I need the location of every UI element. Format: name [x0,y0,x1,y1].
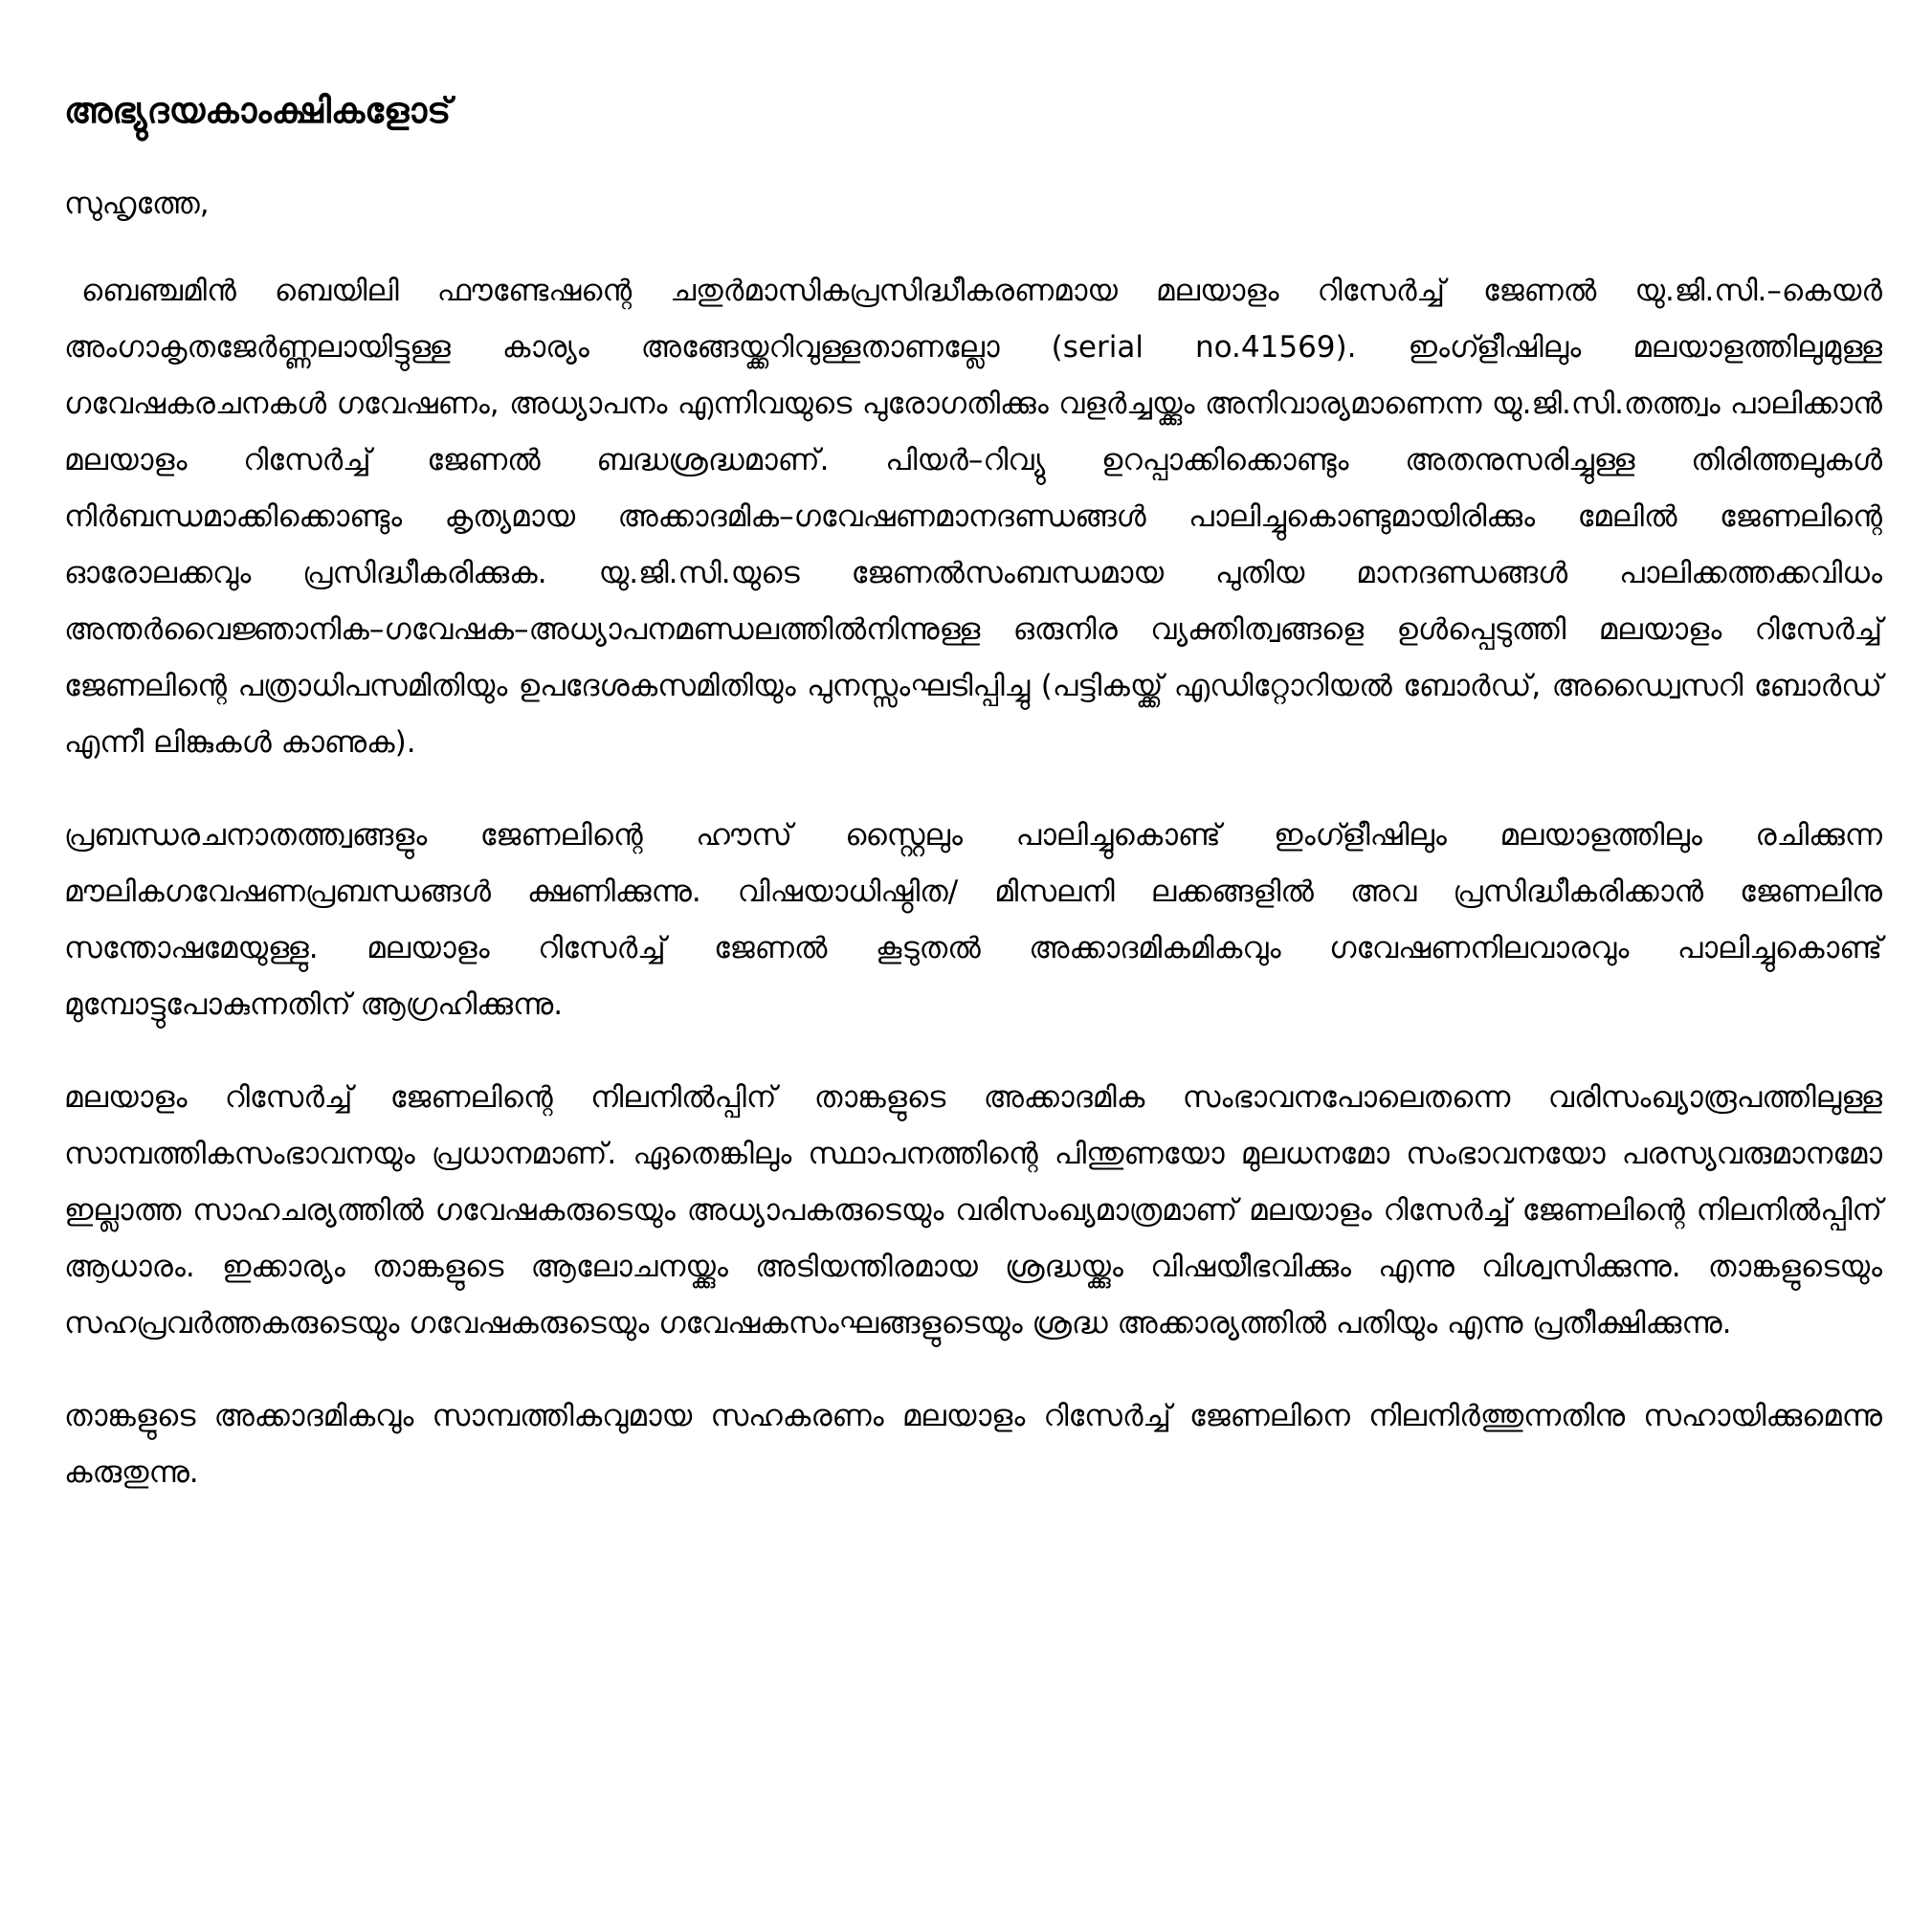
salutation: സുഹൃത്തേ, [64,186,210,221]
paragraph-call-for-papers: പ്രബന്ധരചനാതത്ത്വങ്ങളും ജേണലിന്റെ ഹൗസ് സ്റ്റൈലും പാലിച്ചുകൊണ്ട് ഇംഗ്ളീഷിലും മലയാളത്തിലും രചിക്കുന്ന മൗലികഗവേഷണപ്രബന്ധങ്ങൾ ക്ഷണിക്കുന്നു. വിഷയാധിഷ്ഠിത/ മിസലനി ലക്കങ്ങളിൽ അവ പ്രസിദ്ധീകരിക്കാൻ ജേണലിനു സന്തോഷമേയുള്ളു. മലയാളം റിസേർച്ച് ജേണൽ കൂടുതൽ അക്കാദമികമികവും ഗവേഷണനിലവാരവും പാലിച്ചുകൊണ്ട് മുമ്പോട്ടുപോകുന്നതിന് ആഗ്രഹിക്കുന്നു. [64,818,1882,1023]
letter-page [64,86,1882,1538]
paragraph-closing: താങ്കളുടെ അക്കാദമികവും സാമ്പത്തികവുമായ സഹകരണം മലയാളം റിസേർച്ച് ജേണലിനെ നിലനിർത്തുന്നതിനു സഹായിക്കുമെന്നു കരുതുന്നു. [64,1399,1882,1491]
paragraph-journal-intro: ബെഞ്ചമിൻ ബെയിലി ഫൗണ്ടേഷന്റെ ചതുർമാസികപ്രസിദ്ധീകരണമായ മലയാളം റിസേർച്ച് ജേണൽ യു.ജി.സി.–കെയർ അംഗാകൃതജേർണ്ണലായിട്ടുള്ള കാര്യം അങ്ങേയ്ക്കറിവുള്ളതാണല്ലോ (serial no.41569). ഇംഗ്ളീഷിലും മലയാളത്തിലുമുള്ള ഗവേഷകരചനകൾ ഗവേഷണം, അധ്യാപനം എന്നിവയുടെ പുരോഗതിക്കും വളർച്ചയ്ക്കും അനിവാര്യമാണെന്ന യു.ജി.സി.തത്ത്വം പാലിക്കാൻ മലയാളം റിസേർച്ച് ജേണൽ ബദ്ധശ്രദ്ധമാണ്. പിയർ–റിവ്യു ഉറപ്പാക്കിക്കൊണ്ടും അതനുസരിച്ചുള്ള തിരിത്തലുകൾ നിർബന്ധമാക്കിക്കൊണ്ടും കൃത്യമായ അക്കാദമിക–ഗവേഷണമാനദണ്ഡങ്ങൾ പാലിച്ചുകൊണ്ടുമായിരിക്കും മേലിൽ ജേണലിന്റെ ഓരോലക്കവും പ്രസിദ്ധീകരിക്കുക. യു.ജി.സി.യുടെ ജേണൽസംബന്ധമായ പുതിയ മാനദണ്ഡങ്ങൾ പാലിക്കത്തക്കവിധം അന്തർവൈജ്ഞാനിക–ഗവേഷക–അധ്യാപനമണ്ഡലത്തിൽനിന്നുള്ള ഒരുനിര വ്യക്തിത്വങ്ങളെ ഉൾപ്പെടുത്തി മലയാളം റിസേർച്ച് ജേണലിന്റെ പത്രാധിപസമിതിയും ഉപദേശകസമിതിയും പുനസ്സംഘടിപ്പിച്ചു (പട്ടികയ്ക്ക് എഡിറ്റോറിയൽ ബോർഡ്, അഡ്വൈസറി ബോർഡ് എന്നീ ലിങ്കുകൾ കാണുക). [64,274,1882,761]
paragraph-subscription-appeal: മലയാളം റിസേർച്ച് ജേണലിന്റെ നിലനിൽപ്പിന് താങ്കളുടെ അക്കാദമിക സംഭാവനപോലെതന്നെ വരിസംഖ്യാരൂപത്തിലുള്ള സാമ്പത്തികസംഭാവനയും പ്രധാനമാണ്. ഏതെങ്കിലും സ്ഥാപനത്തിന്റെ പിന്തുണയോ മുലധനമോ സംഭാവനയോ പരസ്യവരുമാനമോ ഇല്ലാത്ത സാഹചര്യത്തിൽ ഗവേഷകരുടെയും അധ്യാപകരുടെയും വരിസംഖ്യമാത്രമാണ് മലയാളം റിസേർച്ച് ജേണലിന്റെ നിലനിൽപ്പിന് ആധാരം. ഇക്കാര്യം താങ്കളുടെ ആലോചനയ്ക്കും അടിയന്തിരമായ ശ്രദ്ധയ്ക്കും വിഷയീഭവിക്കും എന്നു വിശ്വസിക്കുന്നു. താങ്കളുടെയും സഹപ്രവർത്തകരുടെയും ഗവേഷകരുടെയും ഗവേഷകസംഘങ്ങളുടെയും ശ്രദ്ധ അക്കാര്യത്തിൽ പതിയും എന്നു പ്രതീക്ഷിക്കുന്നു. [64,1080,1882,1341]
letter-title: അഭ്യുദയകാംക്ഷികളോട് [64,90,452,131]
